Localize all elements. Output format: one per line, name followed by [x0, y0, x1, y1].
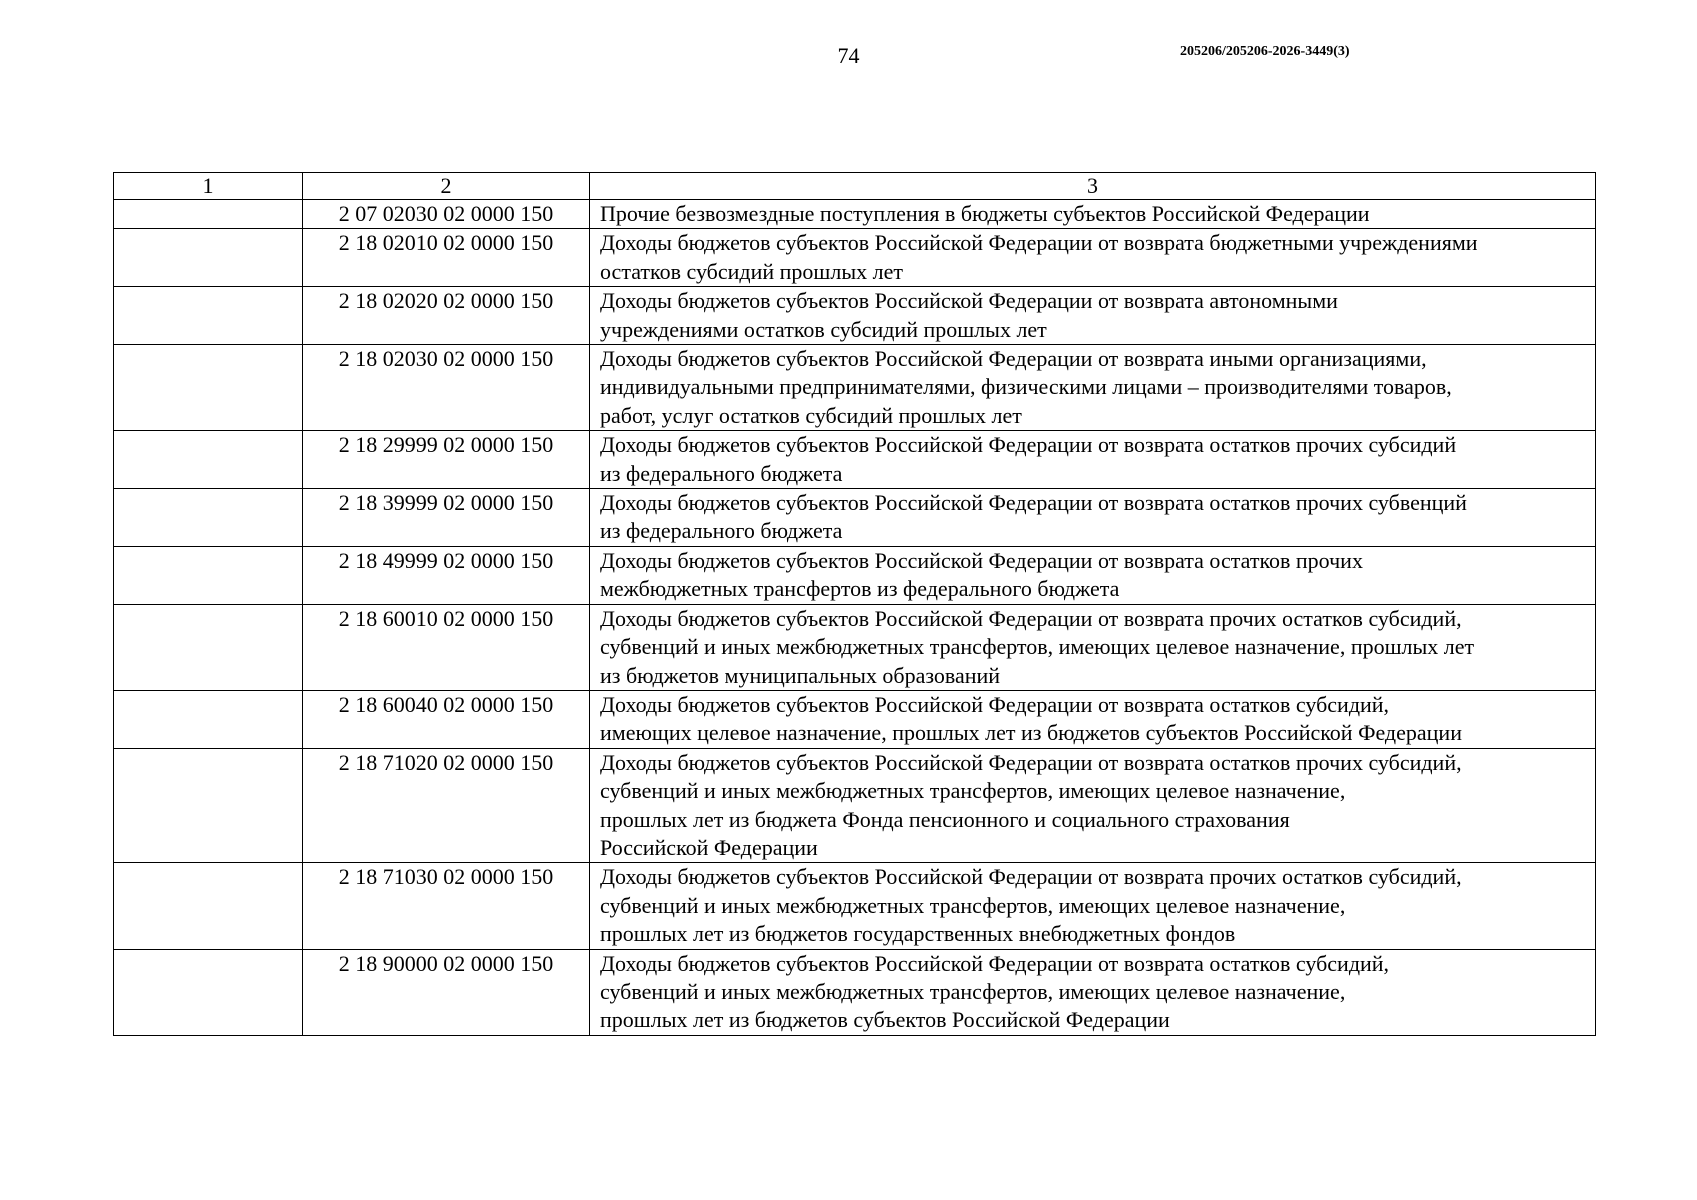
description-line: субвенций и иных межбюджетных трансфертов, имеющих целевое назначение, — [600, 778, 1346, 804]
table-row — [114, 287, 1596, 345]
table-row — [114, 863, 1596, 949]
column-1-cell — [114, 748, 303, 863]
budget-code-cell: 2 18 02030 02 0000 150 — [303, 345, 590, 431]
column-1-cell — [114, 863, 303, 949]
income-description-cell — [590, 345, 1596, 431]
income-description-cell — [590, 200, 1596, 229]
column-1-cell — [114, 604, 303, 690]
description-line: Доходы бюджетов субъектов Российской Федерации от возврата прочих остатков субсидий, — [600, 605, 1462, 631]
header-row — [114, 173, 1596, 200]
page-number: 74 — [837, 43, 860, 68]
description-line: прошлых лет из бюджетов субъектов Российской Федерации — [600, 1007, 1170, 1033]
description-line: межбюджетных трансфертов из федерального бюджета — [600, 576, 1120, 602]
description-line: Доходы бюджетов субъектов Российской Федерации от возврата остатков субсидий, — [600, 691, 1390, 717]
column-1-cell — [114, 546, 303, 604]
description-line: прошлых лет из бюджета Фонда пенсионного и социального страхования — [600, 806, 1290, 832]
income-description-cell — [590, 748, 1596, 863]
income-description-cell — [590, 431, 1596, 489]
description-line: Доходы бюджетов субъектов Российской Федерации от возврата прочих остатков субсидий, — [600, 864, 1462, 890]
budget-code-cell: 2 18 39999 02 0000 150 — [303, 489, 590, 547]
description-line: Доходы бюджетов субъектов Российской Федерации от возврата остатков субсидий, — [600, 950, 1390, 976]
table-row — [114, 604, 1596, 690]
table-row — [114, 489, 1596, 547]
budget-code-cell: 2 18 71020 02 0000 150 — [303, 748, 590, 863]
table-row — [114, 949, 1596, 1035]
description-line: работ, услуг остатков субсидий прошлых лет — [600, 402, 1022, 428]
column-1-cell — [114, 229, 303, 287]
description-line: Российской Федерации — [600, 834, 818, 860]
income-description-cell — [590, 863, 1596, 949]
column-1-cell — [114, 345, 303, 431]
column-1-cell — [114, 287, 303, 345]
description-line: имеющих целевое назначение, прошлых лет из бюджетов субъектов Российской Федерации — [600, 720, 1462, 746]
description-line: Доходы бюджетов субъектов Российской Федерации от возврата бюджетными учреждениями — [600, 230, 1478, 256]
description-line: остатков субсидий прошлых лет — [600, 258, 903, 284]
description-line: из федерального бюджета — [600, 518, 843, 544]
description-line: из федерального бюджета — [600, 460, 843, 486]
budget-code-cell: 2 18 29999 02 0000 150 — [303, 431, 590, 489]
table-row — [114, 690, 1596, 748]
description-line: субвенций и иных межбюджетных трансфертов, имеющих целевое назначение, — [600, 892, 1346, 918]
description-line: Доходы бюджетов субъектов Российской Федерации от возврата остатков прочих субвенций — [600, 490, 1467, 516]
column-1-cell — [114, 431, 303, 489]
description-line: Прочие безвозмездные поступления в бюджеты субъектов Российской Федерации — [600, 201, 1370, 226]
income-description-cell — [590, 949, 1596, 1035]
description-line: Доходы бюджетов субъектов Российской Федерации от возврата автономными — [600, 288, 1338, 314]
description-line: учреждениями остатков субсидий прошлых лет — [600, 316, 1047, 342]
column-header-2: 2 — [303, 173, 590, 200]
description-line: из бюджетов муниципальных образований — [600, 662, 1001, 688]
column-1-cell — [114, 949, 303, 1035]
table-row — [114, 431, 1596, 489]
budget-code-cell: 2 18 71030 02 0000 150 — [303, 863, 590, 949]
description-line: субвенций и иных межбюджетных трансфертов, имеющих целевое назначение, — [600, 978, 1346, 1004]
budget-code-cell: 2 18 02010 02 0000 150 — [303, 229, 590, 287]
document-id: 205206/205206-2026-3449(3) — [1180, 44, 1350, 59]
budget-classification-table — [113, 172, 1596, 1036]
column-1-cell — [114, 200, 303, 229]
table-row — [114, 200, 1596, 229]
income-description-cell — [590, 690, 1596, 748]
description-line: Доходы бюджетов субъектов Российской Федерации от возврата остатков прочих субсидий, — [600, 749, 1462, 775]
column-header-1: 1 — [114, 173, 303, 200]
income-description-cell — [590, 287, 1596, 345]
budget-code-cell: 2 18 49999 02 0000 150 — [303, 546, 590, 604]
column-1-cell — [114, 690, 303, 748]
income-description-cell — [590, 604, 1596, 690]
income-description-cell — [590, 489, 1596, 547]
table-row — [114, 546, 1596, 604]
description-line: Доходы бюджетов субъектов Российской Федерации от возврата остатков прочих субсидий — [600, 432, 1457, 458]
description-line: Доходы бюджетов субъектов Российской Федерации от возврата иными организациями, — [600, 346, 1427, 372]
budget-code-cell: 2 18 90000 02 0000 150 — [303, 949, 590, 1035]
income-description-cell — [590, 546, 1596, 604]
budget-code-cell: 2 18 60010 02 0000 150 — [303, 604, 590, 690]
column-header-3: 3 — [590, 173, 1596, 200]
budget-code-cell: 2 07 02030 02 0000 150 — [303, 200, 590, 229]
description-line: прошлых лет из бюджетов государственных внебюджетных фондов — [600, 921, 1236, 947]
table-row — [114, 345, 1596, 431]
budget-code-cell: 2 18 02020 02 0000 150 — [303, 287, 590, 345]
table-body — [114, 200, 1596, 1036]
income-description-cell — [590, 229, 1596, 287]
table-row — [114, 229, 1596, 287]
column-1-cell — [114, 489, 303, 547]
description-line: субвенций и иных межбюджетных трансфертов, имеющих целевое назначение, прошлых лет — [600, 634, 1475, 660]
description-line: Доходы бюджетов субъектов Российской Федерации от возврата остатков прочих — [600, 547, 1363, 573]
description-line: индивидуальными предпринимателями, физическими лицами – производителями товаров, — [600, 374, 1452, 400]
table-row — [114, 748, 1596, 863]
budget-code-cell: 2 18 60040 02 0000 150 — [303, 690, 590, 748]
